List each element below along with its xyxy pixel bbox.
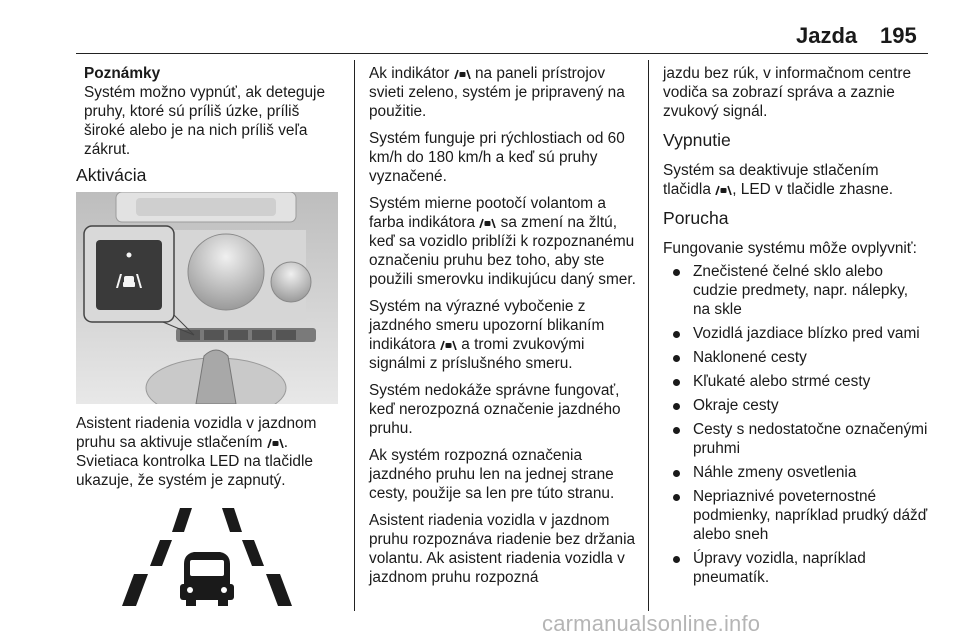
- heading-fault: Porucha: [663, 208, 729, 228]
- col3-paragraph-1: jazdu bez rúk, v informačnom centre vodiča sa zobrazí správa a zaznie zvukový signál.: [663, 65, 912, 120]
- list-item: Vozidlá jazdiace blízko pred vami: [667, 324, 929, 343]
- heading-activation: Aktivácia: [76, 165, 147, 185]
- col2-paragraph-1: Ak indikátor na paneli prístrojov svieti zeleno, systém je pripravený na použitie.: [369, 65, 625, 120]
- col3-paragraph-3: Fungovanie systému môže ovplyvniť:: [663, 240, 917, 257]
- header-rule: [76, 53, 928, 54]
- lane-keep-assist-icon: [454, 67, 471, 79]
- col2-paragraph-6: Ak systém rozpozná označenia jazdného pruhu len na jednej strane cesty, použije sa len pre túto stranu.: [369, 447, 615, 502]
- list-item: Znečistené čelné sklo alebo cudzie predmety, napr. nálepky, na skle: [667, 262, 929, 319]
- column-3: [663, 64, 929, 592]
- heading-deactivation: Vypnutie: [663, 130, 731, 150]
- note-text: Systém možno vypnúť, ak deteguje pruhy, ktoré sú príliš úzke, príliš široké alebo je na nich príliš veľa zákrut.: [84, 84, 326, 158]
- list-item: Úpravy vozidla, napríklad pneumatík.: [667, 549, 929, 587]
- col2-paragraph-7: Asistent riadenia vozidla v jazdnom pruhu rozpoznáva riadenie bez držania volantu. Ak asistent riadenia vozidla v jazdnom pruhu rozpozná: [369, 512, 636, 586]
- lane-assist-symbol-illustration: [76, 500, 338, 611]
- lane-keep-assist-icon: [440, 338, 457, 350]
- list-item: Náhle zmeny osvetlenia: [667, 463, 929, 482]
- column-2: [369, 64, 641, 595]
- note-block: [84, 64, 344, 159]
- col2-paragraph-2: Systém funguje pri rýchlostiach od 60 km/h do 180 km/h a keď sú pruhy vyznačené.: [369, 130, 625, 185]
- col2-paragraph-5: Systém nedokáže správne fungovať, keď nerozpozná označenie jazdného pruhu.: [369, 382, 621, 437]
- list-item: Naklonené cesty: [667, 348, 929, 367]
- col2-paragraph-4: Systém na výrazné vybočenie z jazdného smeru upozorní blikaním indikátora a tromi zvukovými signálmi z príslušného smeru.: [369, 298, 605, 372]
- col2-paragraph-3: Systém mierne pootočí volantom a farba indikátora sa zmení na žltú, keď sa vozidlo priblíži k rozpoznanému označeniu pruhu bez toho, aby ste použili smerovku indikujúcu daný smer.: [369, 195, 636, 288]
- col3-paragraph-2: Systém sa deaktivuje stlačením tlačidla , LED v tlačidle zhasne.: [663, 162, 894, 198]
- activation-paragraph: Asistent riadenia vozidla v jazdnom pruhu sa aktivuje stlačením . Svietiaca kontrolka LED na tlačidle ukazuje, že systém je zapnutý.: [76, 415, 317, 489]
- lane-keep-assist-icon: [715, 183, 732, 195]
- list-item: Cesty s nedostatočne označenými pruhmi: [667, 420, 929, 458]
- list-item: Okraje cesty: [667, 396, 929, 415]
- page-number: 195: [880, 23, 917, 48]
- watermark: carmanualsonline.info: [542, 611, 761, 636]
- column-divider-2: [648, 60, 649, 611]
- column-1-body: [76, 414, 342, 498]
- fault-list: [667, 262, 929, 587]
- column-1: [84, 64, 344, 169]
- lane-keep-assist-icon: [267, 436, 284, 448]
- lane-keep-assist-icon: [479, 216, 496, 228]
- console-photo: [76, 192, 338, 409]
- list-item: Kľukaté alebo strmé cesty: [667, 372, 929, 391]
- note-title: Poznámky: [84, 65, 161, 82]
- list-item: Nepriaznivé poveternostné podmienky, napríklad prudký dážď alebo sneh: [667, 487, 929, 544]
- section-title: Jazda: [796, 23, 858, 48]
- column-divider-1: [354, 60, 355, 611]
